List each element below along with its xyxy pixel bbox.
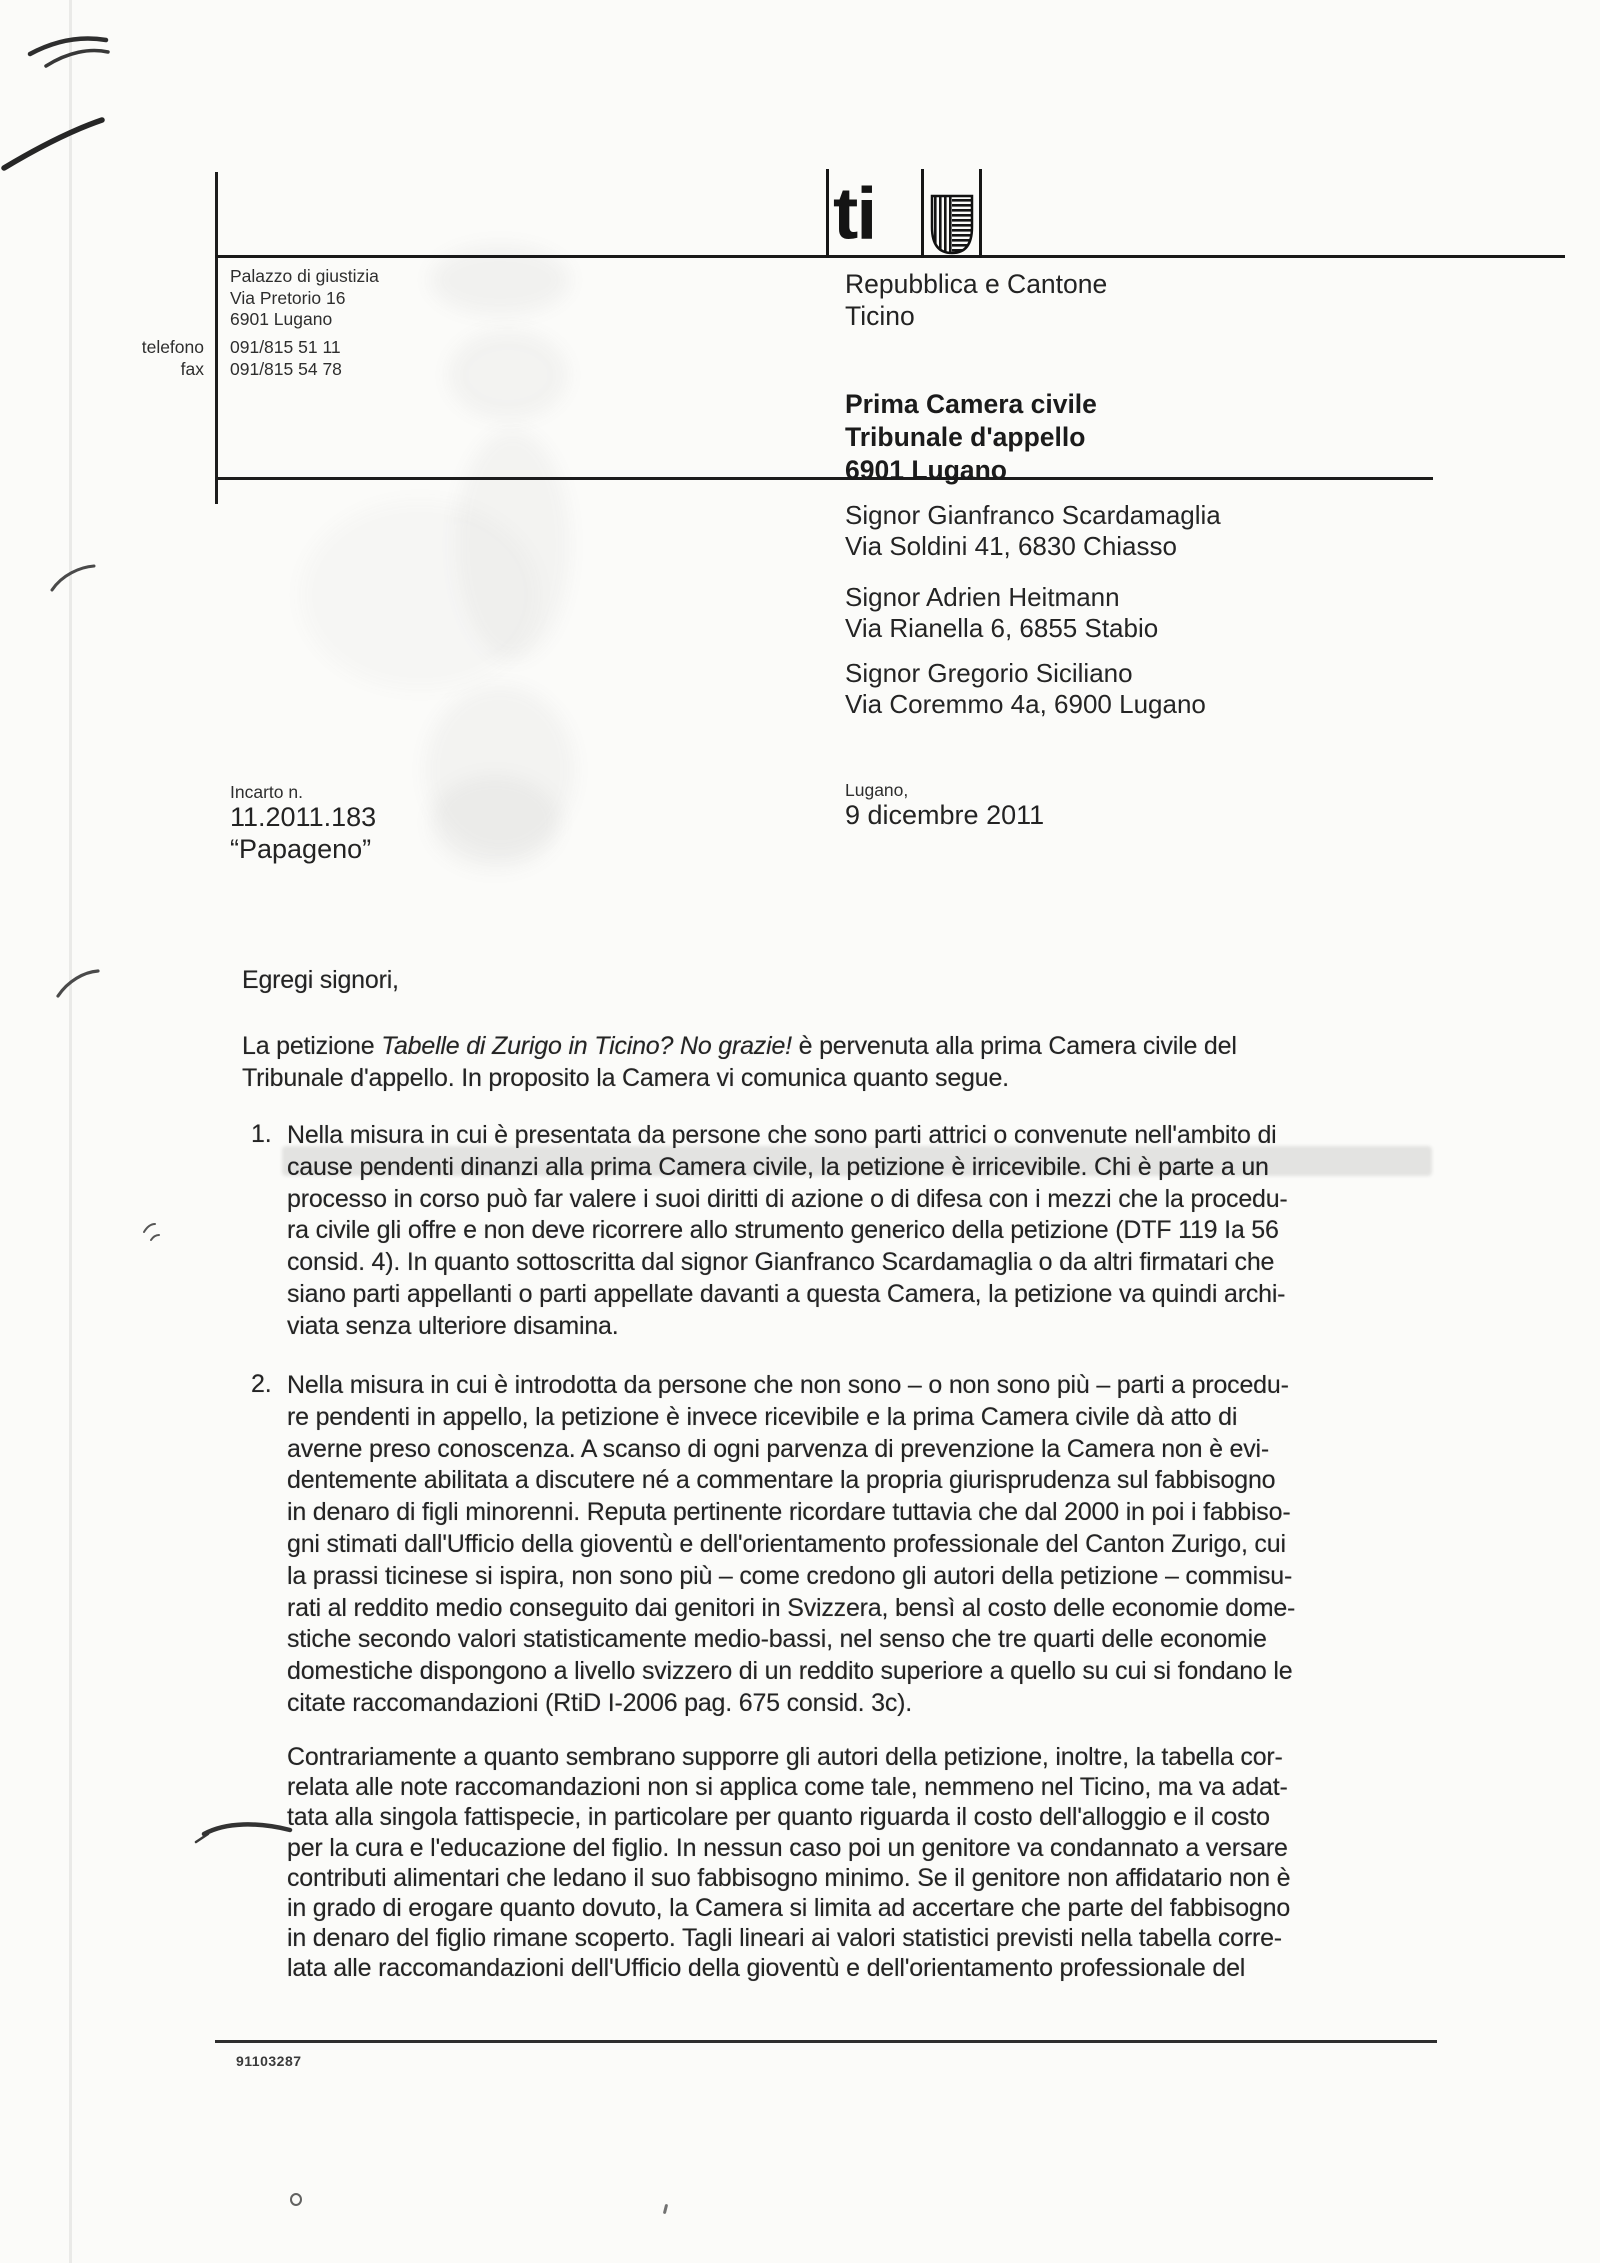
court-office-name — [845, 388, 1097, 487]
logo-divider-bar — [979, 169, 982, 258]
text-line: processo in corso può far valere i suoi diritti di azione o di difesa con i mezzi che la procedu- — [287, 1184, 1288, 1213]
text-line: in denaro del figlio rimane scoperto. Tagli lineari ai valori statistici previsti nella tabella corre- — [287, 1924, 1282, 1953]
header-bottom-rule — [215, 477, 1433, 480]
pen-mark — [52, 566, 94, 590]
fax-number: 091/815 54 78 — [230, 359, 342, 379]
fax-label: fax — [180, 359, 204, 379]
dateline-place: Lugano, — [845, 780, 909, 800]
pen-strikethrough-mark — [204, 1824, 290, 1834]
text-line: Prima Camera civile — [845, 389, 1097, 419]
numbered-paragraph-2 — [287, 1370, 1295, 1720]
text-line: la prassi ticinese si ispira, non sono più – come credono gli autori della petizione – commisu- — [287, 1561, 1293, 1590]
text-line: viata senza ulteriore disamina. — [287, 1311, 619, 1340]
recipient-block — [845, 582, 1158, 644]
canton-name — [845, 268, 1107, 332]
scan-overink-artifact — [282, 1146, 1432, 1176]
text-line: Nella misura in cui è introdotta da persone che non sono – o non sono più – parti a procedu- — [287, 1371, 1289, 1399]
logo-divider-bar — [826, 169, 829, 258]
dateline-date: 9 dicembre 2011 — [845, 800, 1045, 830]
text-line: ra civile gli offre e non deve ricorrere allo strumento generico della petizione (DTF 119 Ia 56 — [287, 1216, 1279, 1245]
text-line: Nella misura in cui è presentata da persone che sono parti attrici o convenute nell'ambito di — [287, 1121, 1277, 1149]
text-line: stiche secondo valori statisticamente medio-bassi, nel senso che tre quarti delle economie — [287, 1625, 1267, 1654]
pen-mark — [4, 120, 102, 168]
text-line: siano parti appellanti o parti appellate davanti a questa Camera, la petizione va quindi archi- — [287, 1279, 1286, 1308]
recipient-address: Via Rianella 6, 6855 Stabio — [845, 613, 1159, 643]
scan-edge-shadow — [69, 0, 72, 2263]
text-line: rati al reddito medio conseguito dai genitori in Svizzera, bensì al costo delle economie dome- — [287, 1593, 1296, 1622]
pen-mark — [46, 51, 108, 66]
recipient-address: Via Soldini 41, 6830 Chiasso — [845, 531, 1177, 561]
text-line: Palazzo di giustizia — [230, 266, 379, 286]
recipient-name: Signor Gregorio Siciliano — [845, 658, 1133, 688]
text-line: in denaro di figli minorenni. Reputa pertinente ricordare tuttavia che dal 2000 in poi i fabbiso- — [287, 1498, 1291, 1527]
intro-paragraph — [242, 1030, 1237, 1094]
text-line: re pendenti in appello, la petizione è invece ricevibile e la prima Camera civile dà atto di — [287, 1402, 1238, 1431]
recipient-block — [845, 658, 1206, 720]
text-line: tata alla singola fattispecie, in particolare per quanto riguarda il costo dell'alloggio e il costo — [287, 1803, 1270, 1832]
recipient-name: Signor Adrien Heitmann — [845, 582, 1120, 612]
text-line: consid. 4). In quanto sottoscritta dal signor Gianfranco Scardamaglia o da altri firmatari che — [287, 1248, 1275, 1277]
text-line: 6901 Lugano — [230, 309, 333, 329]
text-line: relata alle note raccomandazioni non si applica come tale, nemmeno nel Ticino, ma va adat- — [287, 1773, 1288, 1802]
closing-paragraph — [287, 1742, 1290, 1984]
pen-mark — [144, 1224, 155, 1232]
intro-prefix: La petizione — [242, 1032, 382, 1060]
case-codename: “Papageno” — [230, 834, 372, 864]
text-line — [242, 1030, 1237, 1062]
recipient-address: Via Coremmo 4a, 6900 Lugano — [845, 689, 1206, 719]
ticino-shield-icon — [929, 194, 975, 256]
case-file-label: Incarto n. — [230, 782, 303, 802]
scan-speck — [663, 2204, 668, 2214]
paragraph-number: 1. — [251, 1120, 272, 1148]
text-line: dentemente abilitata a discutere né a commentare la propria giurisprudenza sul fabbisogno — [287, 1466, 1276, 1495]
text-line: domestiche dispongono a livello svizzero di un reddito superiore a quello su cui si fondano le — [287, 1657, 1293, 1686]
sender-address — [230, 266, 379, 331]
text-line: averne preso conoscenza. A scanso di ogni parvenza di prevenzione la Camera non è evi- — [287, 1434, 1270, 1463]
salutation: Egregi signori, — [242, 966, 399, 994]
text-line: contributi alimentari che ledano il suo fabbisogno minimo. Se il genitore non affidatario non è — [287, 1863, 1291, 1892]
pen-mark — [151, 1235, 159, 1240]
text-line: Contrariamente a quanto sembrano supporre gli autori della petizione, inoltre, la tabella cor- — [287, 1743, 1283, 1771]
header-vertical-rule — [215, 172, 218, 504]
logo-divider-bar — [921, 169, 924, 258]
scan-smudge — [300, 500, 540, 690]
scan-smudge — [430, 775, 560, 870]
text-line: citate raccomandazioni (RtiD I-2006 pag. 675 consid. 3c). — [287, 1688, 913, 1717]
text-line: Ticino — [845, 301, 915, 331]
phone-number: 091/815 51 11 — [230, 337, 341, 357]
text-line: in grado di erogare quanto dovuto, la Camera si limita ad accertare che parte del fabbisogno — [287, 1894, 1291, 1923]
pen-mark — [30, 39, 106, 54]
text-line: lata alle raccomandazioni dell'Ufficio della gioventù e dell'orientamento professionale del — [287, 1954, 1246, 1983]
scan-smudge — [448, 330, 568, 420]
phone-label: telefono — [141, 337, 204, 357]
text-line: gni stimati dall'Ufficio della gioventù e dell'orientamento professionale del Canton Zurigo, cui — [287, 1529, 1286, 1558]
text-line: Tribunale d'appello — [845, 422, 1086, 452]
case-file-number: 11.2011.183 — [230, 802, 377, 832]
header-top-rule — [215, 255, 1565, 258]
petition-title: Tabelle di Zurigo in Ticino? No grazie! — [381, 1032, 792, 1060]
pen-mark — [58, 971, 98, 996]
text-line: Tribunale d'appello. In proposito la Camera vi comunica quanto segue. — [242, 1064, 1009, 1092]
footer-rule — [215, 2040, 1437, 2043]
scan-speck — [290, 2193, 302, 2206]
text-line: Via Pretorio 16 — [230, 287, 346, 308]
pen-mark — [196, 1834, 208, 1842]
text-line: 6901 Lugano — [845, 455, 1007, 485]
footer-doc-number: 91103287 — [236, 2053, 302, 2069]
intro-suffix: è pervenuta alla prima Camera civile del — [791, 1032, 1237, 1060]
recipient-block — [845, 500, 1221, 562]
text-line: Repubblica e Cantone — [845, 269, 1108, 299]
ti-logo: ti — [833, 172, 876, 255]
paragraph-number: 2. — [251, 1370, 272, 1398]
text-line: per la cura e l'educazione del figlio. In nessun caso poi un genitore va condannato a versare — [287, 1833, 1288, 1862]
recipient-name: Signor Gianfranco Scardamaglia — [845, 500, 1221, 530]
text-line: cause pendenti dinanzi alla prima Camera civile, la petizione è irricevibile. Chi è parte a un — [287, 1152, 1269, 1181]
